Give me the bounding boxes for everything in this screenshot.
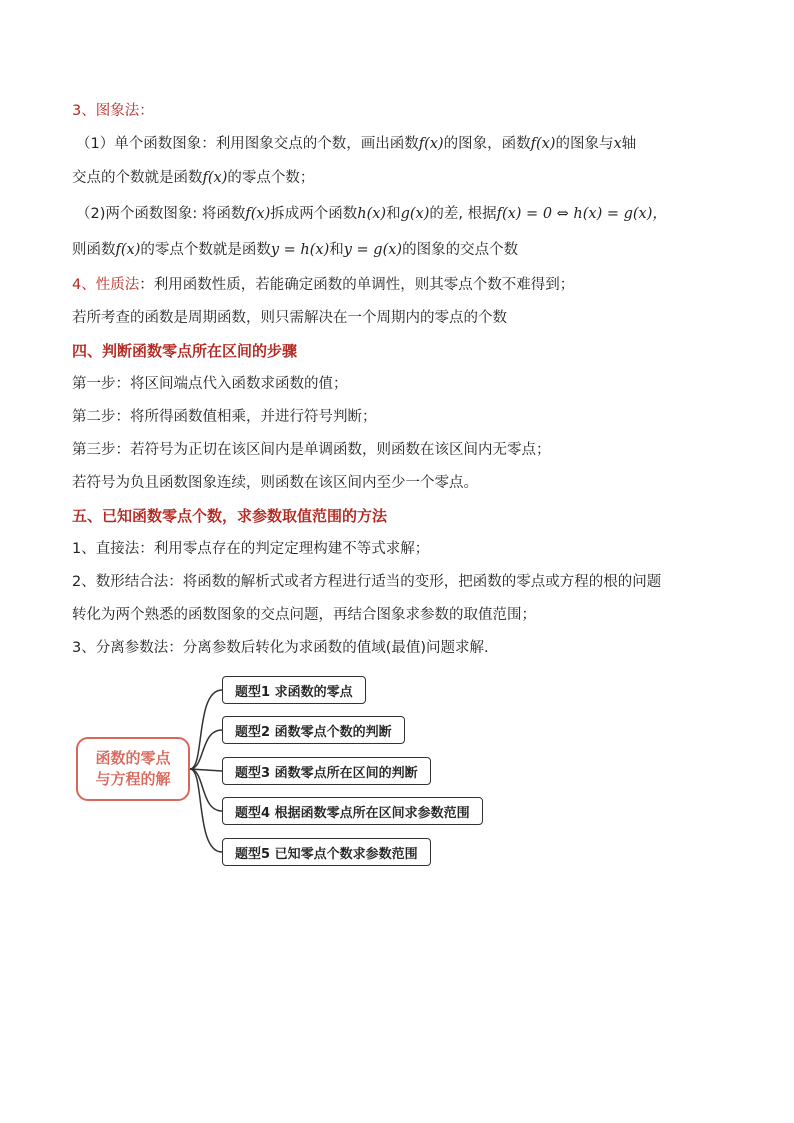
math-fx: f(x) — [245, 206, 271, 222]
connector-2 — [190, 730, 222, 769]
math-fx: f(x) — [202, 170, 228, 186]
method-3-item-1 — [76, 134, 636, 154]
math-y-hx: y = h(x) — [270, 242, 330, 258]
mindmap-center-node — [76, 737, 190, 801]
step-1: 第一步：将区间端点代入函数求函数的值； — [72, 376, 348, 392]
mindmap-branch-4: 题型4 根据函数零点所在区间求参数范围 — [222, 797, 483, 825]
method-3-item-2-cont — [72, 240, 518, 260]
text-span: 的图象与 — [555, 136, 614, 152]
math-equivalence: f(x) = 0 ⇔ h(x) = g(x)， — [496, 206, 667, 222]
text-span: 的差, 根据 — [429, 206, 497, 222]
math-x: x — [613, 136, 622, 152]
text-span: 拆成两个函数 — [270, 206, 358, 222]
step-3-cont: 若符号为负且函数图象连续，则函数在该区间内至少一个零点。 — [72, 475, 478, 491]
text-span: （2)两个函数图象: 将函数 — [76, 206, 246, 222]
text-span: 轴 — [621, 136, 637, 152]
method-3-item-1-cont — [72, 168, 314, 188]
method-4-title: 4、性质法 — [72, 277, 140, 293]
mindmap-branch-3: 题型3 函数零点所在区间的判断 — [222, 757, 431, 785]
approach-1: 1、直接法：利用零点存在的判定定理构建不等式求解； — [72, 541, 430, 557]
text-span: 的图象，函数 — [443, 136, 531, 152]
mindmap-branch-1: 题型1 求函数的零点 — [222, 676, 366, 704]
text-span: 的图象的交点个数 — [402, 242, 519, 258]
section-5-heading: 五、已知函数零点个数，求参数取值范围的方法 — [72, 507, 388, 525]
math-gx: g(x) — [400, 206, 430, 222]
section-4-heading: 四、判断函数零点所在区间的步骤 — [72, 342, 298, 360]
text-span: 交点的个数就是函数 — [72, 170, 203, 186]
connector-1 — [190, 690, 222, 769]
mindmap-branch-2: 题型2 函数零点个数的判断 — [222, 716, 405, 744]
text-span: 和 — [386, 206, 401, 222]
connector-3 — [190, 769, 222, 771]
method-4 — [72, 275, 574, 295]
math-hx: h(x) — [357, 206, 387, 222]
connector-4 — [190, 769, 222, 811]
math-fx: f(x) — [115, 242, 141, 258]
math-y-gx: y = g(x) — [343, 242, 403, 258]
text-span: 的零点个数； — [227, 170, 315, 186]
step-2: 第二步：将所得函数值相乘，并进行符号判断； — [72, 409, 377, 425]
connector-5 — [190, 769, 222, 852]
method-3-title: 3、图象法： — [72, 103, 154, 119]
method-3-item-2 — [76, 204, 667, 224]
math-fx: f(x) — [418, 136, 444, 152]
text-span: 的零点个数就是函数 — [140, 242, 271, 258]
center-label-line-1: 函数的零点 — [95, 749, 171, 767]
mindmap-branch-5: 题型5 已知零点个数求参数范围 — [222, 838, 431, 866]
step-3: 第三步：若符号为正切在该区间内是单调函数，则函数在该区间内无零点； — [72, 442, 551, 458]
method-4-cont: 若所考查的函数是周期函数，则只需解决在一个周期内的零点的个数 — [72, 310, 507, 326]
text-span: 和 — [329, 242, 344, 258]
center-label-line-2: 与方程的解 — [95, 770, 171, 788]
math-fx: f(x) — [530, 136, 556, 152]
approach-2: 2、数形结合法：将函数的解析式或者方程进行适当的变形，把函数的零点或方程的根的问题 — [72, 574, 662, 590]
text-span: ：利用函数性质，若能确定函数的单调性，则其零点个数不难得到； — [139, 277, 575, 293]
approach-2-cont: 转化为两个熟悉的函数图象的交点问题，再结合图象求参数的取值范围； — [72, 607, 536, 623]
approach-3: 3、分离参数法：分离参数后转化为求函数的值域(最值)问题求解. — [72, 640, 489, 656]
text-span: （1）单个函数图象：利用图象交点的个数，画出函数 — [76, 136, 419, 152]
text-span: 则函数 — [72, 242, 116, 258]
